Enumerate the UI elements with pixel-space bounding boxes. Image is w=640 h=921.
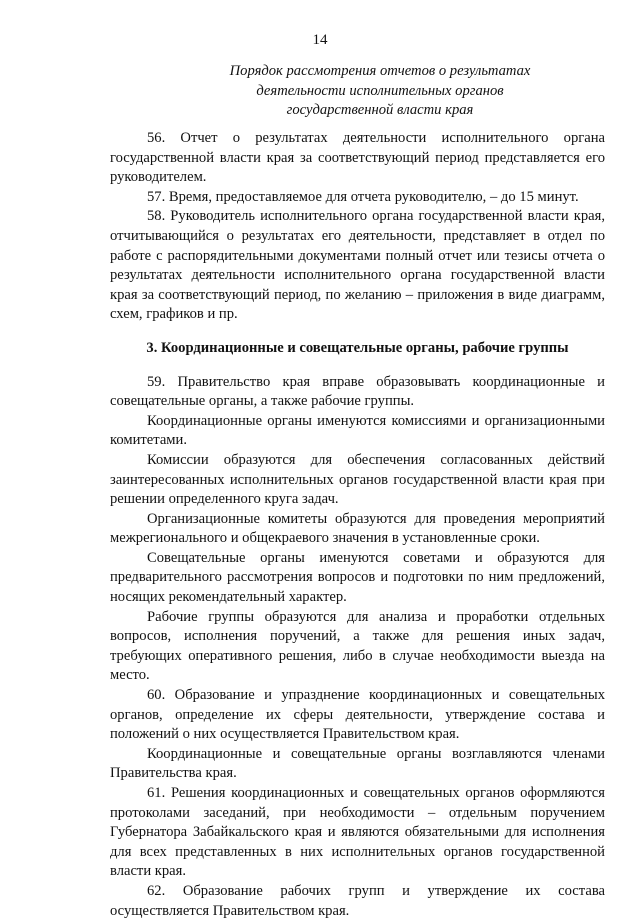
paragraph-working-groups: Рабочие группы образуются для анализа и проработки отдельных вопросов, исполнения поручений, а также для решения иных задач, требующих оперативного решения, либо в случае необходимости выезда на место. <box>110 608 605 684</box>
running-title-line: Порядок рассмотрения отчетов о результатах <box>229 63 531 79</box>
paragraph-advisory-bodies: Совещательные органы именуются советами и образуются для предварительного рассмотрения вопросов и подготовки по ним предложений, носящих рекомендательный характер. <box>110 549 605 606</box>
paragraph-59: 59. Правительство края вправе образовывать координационные и совещательные органы, а также рабочие группы. <box>110 373 605 410</box>
paragraph-61: 61. Решения координационных и совещательных органов оформляются протоколами заседаний, при необходимости – отдельным поручением Губернатора Забайкальского края и являются обязательными для исполнения для всех представленных в них исполнительных органов государственной власти края. <box>110 785 605 880</box>
section-heading: 3. Координационные и совещательные органы, рабочие группы <box>146 339 569 356</box>
paragraph-coordination-bodies: Координационные органы именуются комиссиями и организационными комитетами. <box>110 412 605 449</box>
paragraph-56: 56. Отчет о результатах деятельности исполнительного органа государственной власти края за соответствующий период представляется его руководителем. <box>110 130 605 186</box>
paragraph-commissions: Комиссии образуются для обеспечения согласованных действий заинтересованных исполнительных органов государственной власти края при решении определенного круга задач. <box>110 451 605 508</box>
page-number: 14 <box>312 32 328 48</box>
running-title-line: государственной власти края <box>286 102 474 118</box>
paragraph-58: 58. Руководитель исполнительного органа государственной власти края, отчитывающийся о результатах его деятельности, представляет в отдел по работе с распорядительными документами полный отчет или тезисы отчета о результатах деятельности исполнительного органа государственной власти края за соответствующий период, по желанию – приложения в виде диаграмм, схем, графиков и пр. <box>110 208 605 323</box>
running-title <box>200 62 560 121</box>
document-body <box>110 129 605 921</box>
paragraph-heads: Координационные и совещательные органы возглавляются членами Правительства края. <box>110 745 605 782</box>
running-title-line: деятельности исполнительных органов <box>256 82 504 99</box>
paragraph-organizing-committees: Организационные комитеты образуются для проведения мероприятий межрегионального и общекраевого значения в установленные сроки. <box>110 510 605 547</box>
paragraph-60: 60. Образование и упразднение координационных и совещательных органов, определение их сферы деятельности, утверждение состава и положений о них осуществляется Правительством края. <box>110 687 605 743</box>
paragraph-62: 62. Образование рабочих групп и утверждение их состава осуществляется Правительством края. <box>110 882 605 919</box>
paragraph-57: 57. Время, предоставляемое для отчета руководителю, – до 15 минут. <box>147 188 579 205</box>
